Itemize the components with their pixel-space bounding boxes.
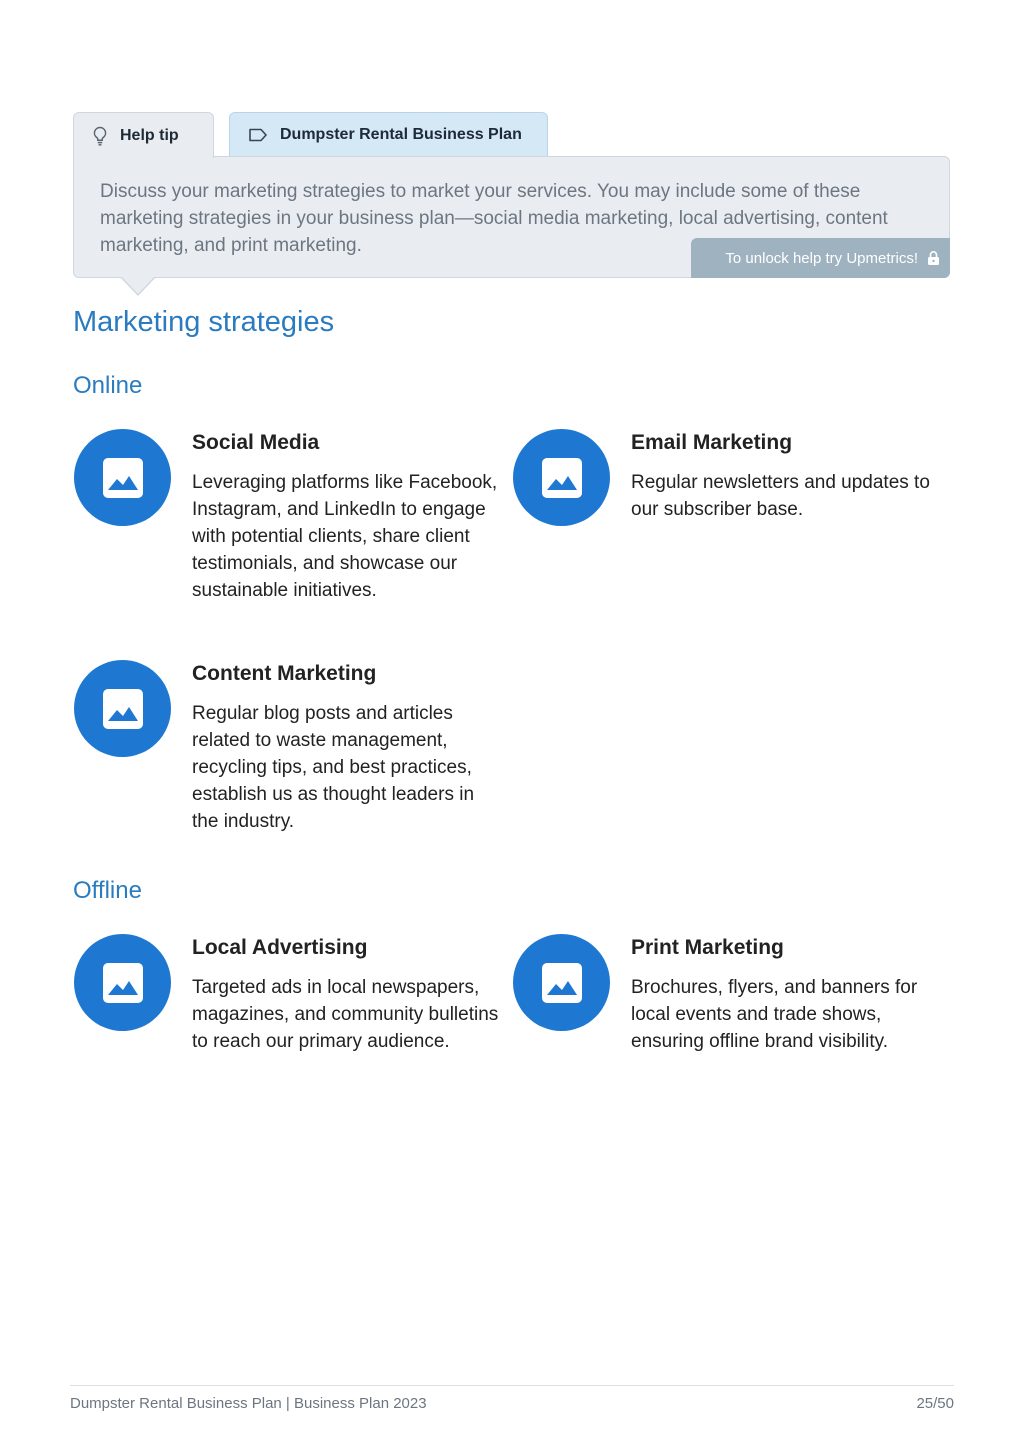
tab-business-plan-label: Dumpster Rental Business Plan — [280, 126, 522, 143]
strategy-description: Targeted ads in local newspapers, magazines, and community bulletins to reach our primary audience. — [192, 977, 499, 1052]
footer-divider — [70, 1385, 954, 1386]
tag-icon — [248, 127, 268, 143]
strategy-description: Brochures, flyers, and banners for local events and trade shows, ensuring offline brand visibility. — [631, 977, 918, 1052]
strategy-description: Leveraging platforms like Facebook, Instagram, and LinkedIn to engage with potential clients, share client testimonials, and showcase our sustainable initiatives. — [192, 472, 498, 601]
lightbulb-icon — [92, 126, 108, 146]
image-placeholder-icon — [74, 660, 171, 757]
offline-heading: Offline — [73, 877, 142, 904]
strategy-title: Local Advertising — [192, 936, 368, 959]
image-placeholder-icon — [513, 429, 610, 526]
unlock-help-button[interactable] — [691, 238, 950, 278]
footer-page-number: 25/50 — [916, 1395, 954, 1412]
tab-help-tip-label: Help tip — [120, 126, 179, 144]
help-tip-text: Discuss your marketing strategies to market your services. You may include some of these marketing strategies in your business plan—social media marketing, local advertising, content marketing, and print marketing. — [100, 181, 888, 256]
unlock-help-label: To unlock help try Upmetrics! — [725, 249, 918, 267]
online-heading: Online — [73, 372, 143, 399]
strategy-description: Regular newsletters and updates to our subscriber base. — [631, 472, 930, 520]
help-tip-tabs — [73, 112, 548, 157]
section-title: Marketing strategies — [73, 306, 335, 338]
strategy-title: Social Media — [192, 431, 320, 454]
help-tip-pointer — [120, 277, 156, 296]
tab-help-tip[interactable] — [73, 112, 214, 158]
strategy-title: Print Marketing — [631, 936, 784, 959]
image-placeholder-icon — [74, 429, 171, 526]
tab-business-plan[interactable] — [229, 112, 548, 157]
image-placeholder-icon — [74, 934, 171, 1031]
strategy-description: Regular blog posts and articles related to waste management, recycling tips, and best practices, establish us as thought leaders in the industry. — [192, 703, 475, 832]
footer-document-title: Dumpster Rental Business Plan | Business Plan 2023 — [70, 1395, 427, 1412]
lock-icon — [927, 250, 940, 266]
strategy-title: Content Marketing — [192, 662, 377, 685]
help-tip-box — [73, 156, 950, 278]
image-placeholder-icon — [513, 934, 610, 1031]
strategy-title: Email Marketing — [631, 431, 793, 454]
